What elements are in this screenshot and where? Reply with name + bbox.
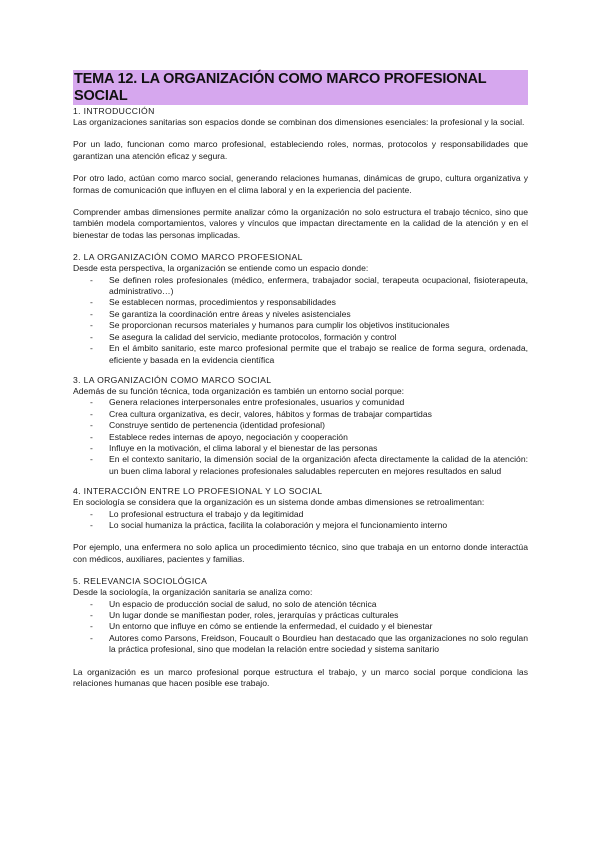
- section-intro: Desde esta perspectiva, la organización se entiende como un espacio donde:: [73, 263, 369, 274]
- list-item: - Establece redes internas de apoyo, negociación y cooperación: [73, 432, 528, 443]
- section-heading-relevancia: 5. RELEVANCIA SOCIOLÓGICA: [73, 576, 208, 587]
- list-item: - Un lugar donde se manifiestan poder, roles, jerarquías y prácticas culturales: [73, 610, 528, 621]
- paragraph: Por un lado, funcionan como marco profesional, estableciendo roles, normas, protocolos y responsabilidades que garantizan una atención eficaz y segura.: [73, 139, 528, 161]
- section-intro: Además de su función técnica, toda organización es también un entorno social porque:: [73, 385, 405, 396]
- section-heading-marco-social: 3. LA ORGANIZACIÓN COMO MARCO SOCIAL: [73, 374, 272, 385]
- conclusion-paragraph: La organización es un marco profesional porque estructura el trabajo, y un marco social porque condiciona las relaciones humanas que hacen posible ese trabajo.: [73, 666, 528, 689]
- list-item: - Construye sentido de pertenencia (identidad profesional): [73, 420, 528, 431]
- list-item: - Un entorno que influye en cómo se entiende la enfermedad, el cuidado y el bienestar: [73, 621, 528, 632]
- list-item: - Crea cultura organizativa, es decir, valores, hábitos y formas de trabajar compartidas: [73, 409, 528, 420]
- list-item: - Lo social humaniza la práctica, facilita la colaboración y mejora el funcionamiento interno: [73, 520, 528, 531]
- bullet-list: [73, 509, 528, 532]
- section-intro: Desde la sociología, la organización sanitaria se analiza como:: [73, 587, 313, 598]
- list-item: - Influye en la motivación, el clima laboral y el bienestar de las personas: [73, 443, 528, 454]
- bullet-list: [73, 275, 528, 366]
- section-heading-marco-profesional: 2. LA ORGANIZACIÓN COMO MARCO PROFESIONAL: [73, 252, 303, 263]
- list-item: - Se garantiza la coordinación entre áreas y niveles asistenciales: [73, 309, 528, 320]
- section-heading-introduccion: 1. INTRODUCCIÓN: [73, 106, 155, 116]
- list-item: - En el ámbito sanitario, este marco profesional permite que el trabajo se realice de forma segura, ordenada, eficiente y basada en la evidencia científica: [73, 343, 528, 366]
- bullet-list: [73, 599, 528, 656]
- list-item: - Autores como Parsons, Freidson, Foucault o Bourdieu han destacado que las organizaciones no solo regulan la práctica profesional, sino que modelan la relación entre sociedad y sistema sanitario: [73, 633, 528, 656]
- paragraph: Las organizaciones sanitarias son espacios donde se combinan dos dimensiones esenciales: la profesional y la social.: [73, 117, 525, 127]
- bullet-list: [73, 397, 528, 477]
- list-item: - Se definen roles profesionales (médico, enfermera, trabajador social, terapeuta ocupacional, fisioterapeuta, administrativo…): [73, 275, 528, 298]
- list-item: - Lo profesional estructura el trabajo y da legitimidad: [73, 509, 528, 520]
- section-intro: En sociología se considera que la organización es un sistema donde ambas dimensiones se retroalimentan:: [73, 497, 485, 508]
- list-item: - Genera relaciones interpersonales entre profesionales, usuarios y comunidad: [73, 397, 528, 408]
- paragraph: Por otro lado, actúan como marco social, generando relaciones humanas, dinámicas de grupo, cultura organizativa y formas de comunicación que influyen en el clima laboral y en la experiencia del paciente.: [73, 173, 528, 195]
- paragraph: Comprender ambas dimensiones permite analizar cómo la organización no solo estructura el trabajo técnico, sino que también modela comportamientos, valores y vínculos que impactan directamente en la calidad de la atención y en el bienestar de todas las personas implicadas.: [73, 207, 528, 240]
- paragraph: Por ejemplo, una enfermera no solo aplica un procedimiento técnico, sino que trabaja en un entorno donde interactúa con médicos, auxiliares, pacientes y familias.: [73, 542, 528, 564]
- list-item: - Se proporcionan recursos materiales y humanos para cumplir los objetivos institucionales: [73, 320, 528, 331]
- list-item: - En el contexto sanitario, la dimensión social de la organización afecta directamente la calidad de la atención: un buen clima laboral y relaciones profesionales saludables repercuten en mejores resultados en salud: [73, 454, 528, 477]
- page-title: TEMA 12. LA ORGANIZACIÓN COMO MARCO PROFESIONAL SOCIAL: [73, 70, 528, 105]
- section-heading-interaccion: 4. INTERACCIÓN ENTRE LO PROFESIONAL Y LO SOCIAL: [73, 486, 323, 497]
- list-item: - Se asegura la calidad del servicio, mediante protocolos, formación y control: [73, 332, 528, 343]
- list-item: - Se establecen normas, procedimientos y responsabilidades: [73, 297, 528, 308]
- list-item: - Un espacio de producción social de salud, no solo de atención técnica: [73, 599, 528, 610]
